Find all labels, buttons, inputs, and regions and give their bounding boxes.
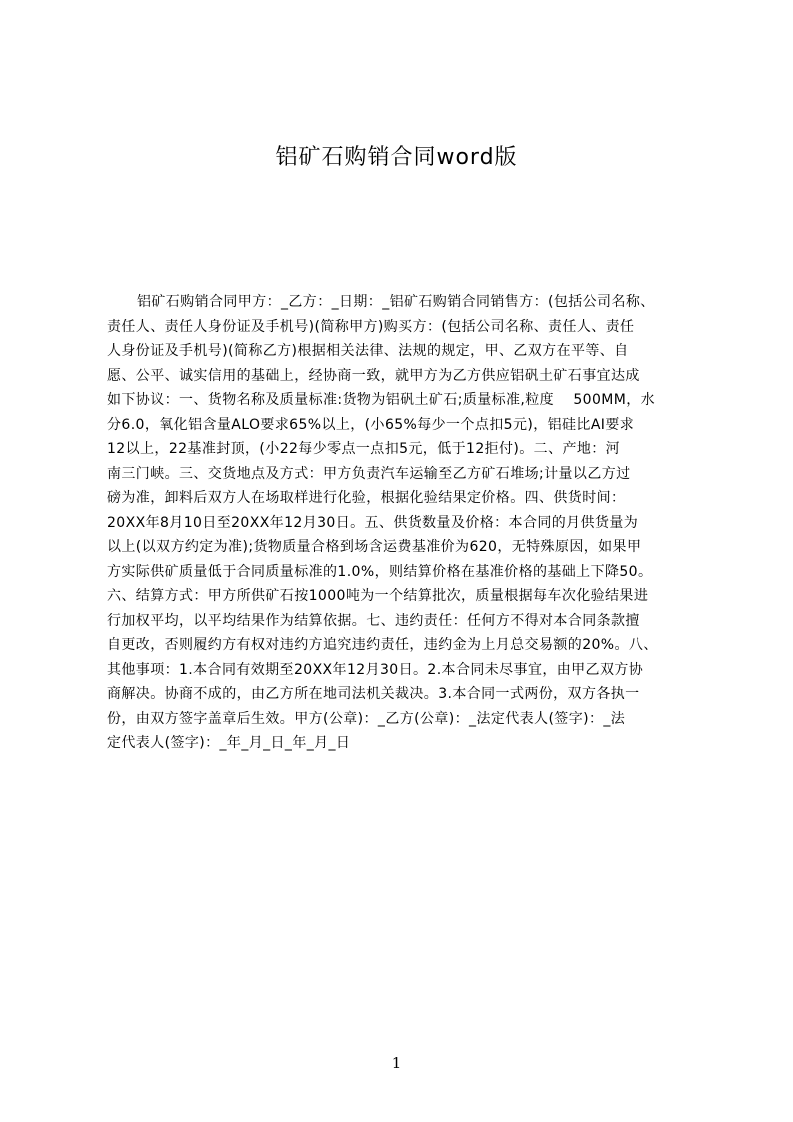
body-line: 铝矿石购销合同甲方：_乙方：_日期：_铝矿石购销合同销售方：(包括公司名称、	[137, 294, 655, 310]
body-line: 人身份证及手机号)(简称乙方)根据相关法律、法规的规定，甲、乙双方在平等、自	[107, 343, 629, 359]
body-line: 如下协议：一、货物名称及质量标准:货物为铝矾土矿石;质量标准,粒度 500MM，水	[107, 392, 656, 408]
document-body	[107, 290, 697, 756]
body-line: 愿、公平、诚实信用的基础上，经协商一致，就甲方为乙方供应铝矾土矿石事宜达成	[107, 367, 640, 384]
body-line: 20XX年8月10日至20XX年12月30日。五、供货数量及价格：本合同的月供货量为	[107, 514, 639, 531]
body-line: 分6.0，氧化铝含量ALO要求65%以上，(小65%每少一个点扣5元)，铝硅比AI要求	[107, 416, 635, 433]
body-line: 12以上，22基准封顶，(小22每少零点一点扣5元，低于12拒付)。二、产地：河	[107, 441, 621, 457]
body-line: 磅为准，卸料后双方人在场取样进行化验，根据化验结果定价格。四、供货时间：	[107, 490, 626, 506]
body-line: 其他事项：1.本合同有效期至20XX年12月30日。2.本合同未尽事宜，由甲乙双方协	[107, 661, 644, 678]
body-line: 行加权平均，以平均结果作为结算依据。七、违约责任：任何方不得对本合同条款擅	[107, 612, 640, 629]
body-line: 南三门峡。三、交货地点及方式：甲方负责汽车运输至乙方矿石堆场;计量以乙方过	[107, 465, 631, 482]
body-line: 自更改，否则履约方有权对违约方追究违约责任，违约金为上月总交易额的20%。八、	[107, 637, 658, 653]
document-title: 铝矿石购销合同word版	[275, 145, 518, 170]
body-line: 六、结算方式：甲方所供矿石按1000吨为一个结算批次，质量根据每车次化验结果进	[107, 588, 649, 604]
body-line: 份，由双方签字盖章后生效。甲方(公章)：_乙方(公章)：_法定代表人(签字)：_法	[107, 710, 626, 727]
body-line: 方实际供矿质量低于合同质量标准的1.0%，则结算价格在基准价格的基础上下降50。	[107, 563, 653, 580]
page-number: 1	[391, 1054, 402, 1072]
body-line: 定代表人(签字)：_年_月_日_年_月_日	[107, 735, 351, 751]
body-line: 商解决。协商不成的，由乙方所在地司法机关裁决。3.本合同一式两份，双方各执一	[107, 686, 640, 702]
body-line: 以上(以双方约定为准);货物质量合格到场含运费基准价为620，无特殊原因，如果甲	[107, 539, 642, 555]
body-line: 责任人、责任人身份证及手机号)(简称甲方)购买方：(包括公司名称、责任人、责任	[107, 318, 635, 335]
